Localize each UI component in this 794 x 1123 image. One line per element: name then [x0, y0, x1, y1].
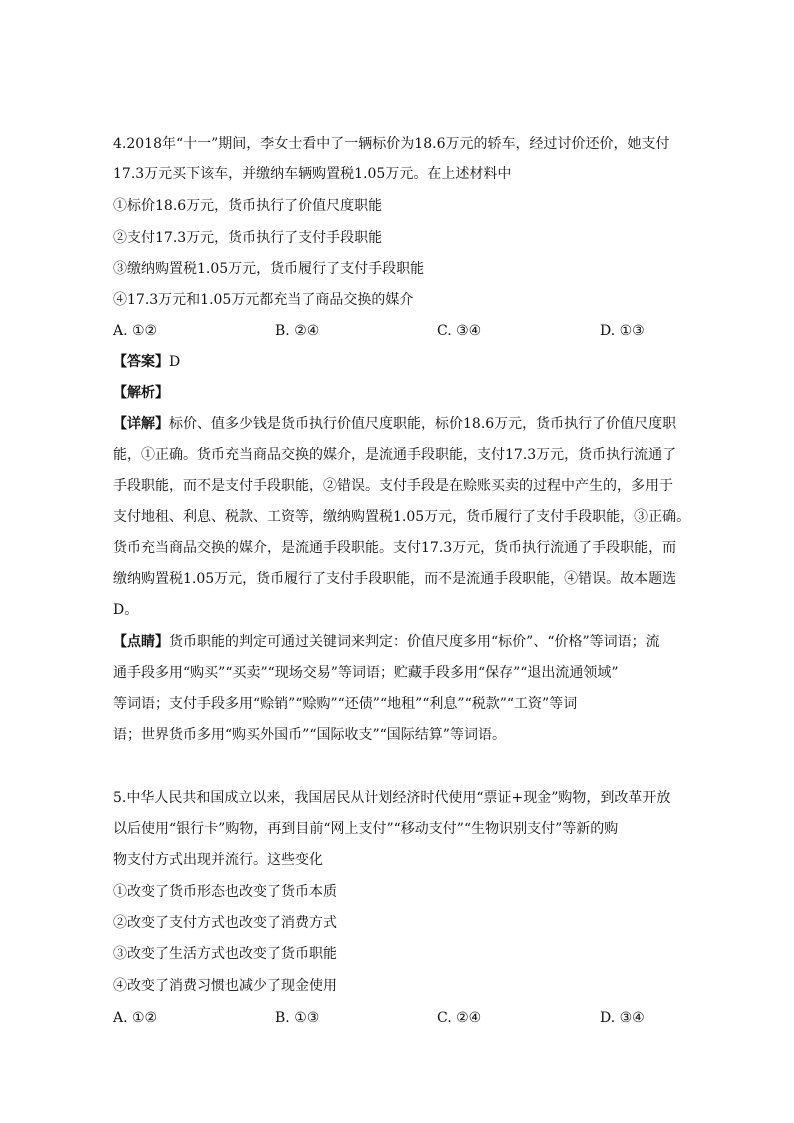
q4-tip-line-2: 通手段多用“购买”“买卖”“现场交易”等词语；贮藏手段多用“保存”“退出流通领域”: [113, 665, 619, 681]
q4-item-4: ④17.3万元和1.05万元都充当了商品交换的媒介: [113, 292, 414, 308]
q4-option-b: B. ②④: [275, 323, 320, 339]
q4-option-c: C. ③④: [437, 323, 482, 339]
q5-item-3: ③改变了生活方式也改变了货币职能: [113, 946, 337, 962]
detail-text: 标价、值多少钱是货币执行价值尺度职能，标价18.6万元，货币执行了价值尺度职: [169, 416, 677, 432]
q4-option-d: D. ①③: [600, 323, 645, 339]
q4-item-1: ①标价18.6万元，货币执行了价值尺度职能: [113, 198, 383, 214]
q5-item-4: ④改变了消费习惯也减少了现金使用: [113, 978, 337, 994]
q4-tip-line-3: 等词语；支付手段多用“赊销”“赊购”“还债”“地租”“利息”“税款”“工资”等词: [113, 696, 578, 712]
q5-item-2: ②改变了支付方式也改变了消费方式: [113, 915, 337, 931]
q4-item-3: ③缴纳购置税1.05万元，货币履行了支付手段职能: [113, 261, 425, 277]
q4-detail-line-4: 支付地租、利息、税款、工资等，缴纳购置税1.05万元，货币履行了支付手段职能，③正确。: [113, 509, 691, 525]
q4-detail-line-3: 手段职能，而不是支付手段职能，②错误。支付手段是在赊账买卖的过程中产生的，多用于: [113, 478, 673, 494]
answer-value: D: [169, 354, 181, 370]
tip-tag: 【点睛】: [113, 634, 169, 650]
q5-stem-line-3: 物支付方式出现并流行。这些变化: [113, 852, 323, 868]
tip-text: 货币职能的判定可通过关键词来判定：价值尺度多用“标价”、“价格”等词语；流: [169, 634, 660, 650]
q5-option-a: A. ①②: [113, 1010, 158, 1026]
q5-stem-line-1: 5.中华人民共和国成立以来，我国居民从计划经济时代使用“票证+现金”购物，到改革开放: [113, 790, 671, 806]
q4-stem-line-1: 4.2018年“十一”期间，李女士看中了一辆标价为18.6万元的轿车，经过讨价还价，她支付: [113, 136, 670, 152]
q5-item-1: ①改变了货币形态也改变了货币本质: [113, 884, 337, 900]
q5-stem-line-2: 以后使用“银行卡”购物，再到目前“网上支付”“移动支付”“生物识别支付”等新的购: [113, 821, 619, 837]
q4-tip-line-1: [113, 632, 683, 652]
q4-detail-line-1: [113, 414, 683, 434]
q4-detail-line-5: 货币充当商品交换的媒介，是流通手段职能。支付17.3万元，货币执行流通了手段职能，而: [113, 540, 677, 556]
q4-option-a: A. ①②: [113, 323, 158, 339]
q4-detail-line-6: 缴纳购置税1.05万元，货币履行了支付手段职能，而不是流通手段职能，④错误。故本题选: [113, 571, 677, 587]
q4-answer-line: [113, 352, 683, 372]
q5-option-d: D. ③④: [600, 1010, 645, 1026]
q4-stem-line-2: 17.3万元买下该车，并缴纳车辆购置税1.05万元。在上述材料中: [113, 166, 512, 182]
q4-item-2: ②支付17.3万元，货币执行了支付手段职能: [113, 230, 383, 246]
q4-detail-line-7: D。: [113, 602, 139, 618]
detail-tag: 【详解】: [113, 416, 169, 432]
analysis-tag: 【解析】: [113, 385, 169, 401]
q4-tip-line-4: 语；世界货币多用“购买外国币”“国际收支”“国际结算”等词语。: [113, 727, 506, 743]
answer-tag: 【答案】: [113, 354, 169, 370]
q5-option-b: B. ①③: [275, 1010, 320, 1026]
q4-detail-line-2: 能，①正确。货币充当商品交换的媒介，是流通手段职能，支付17.3万元，货币执行流通了: [113, 447, 677, 463]
q5-option-c: C. ②④: [437, 1010, 482, 1026]
